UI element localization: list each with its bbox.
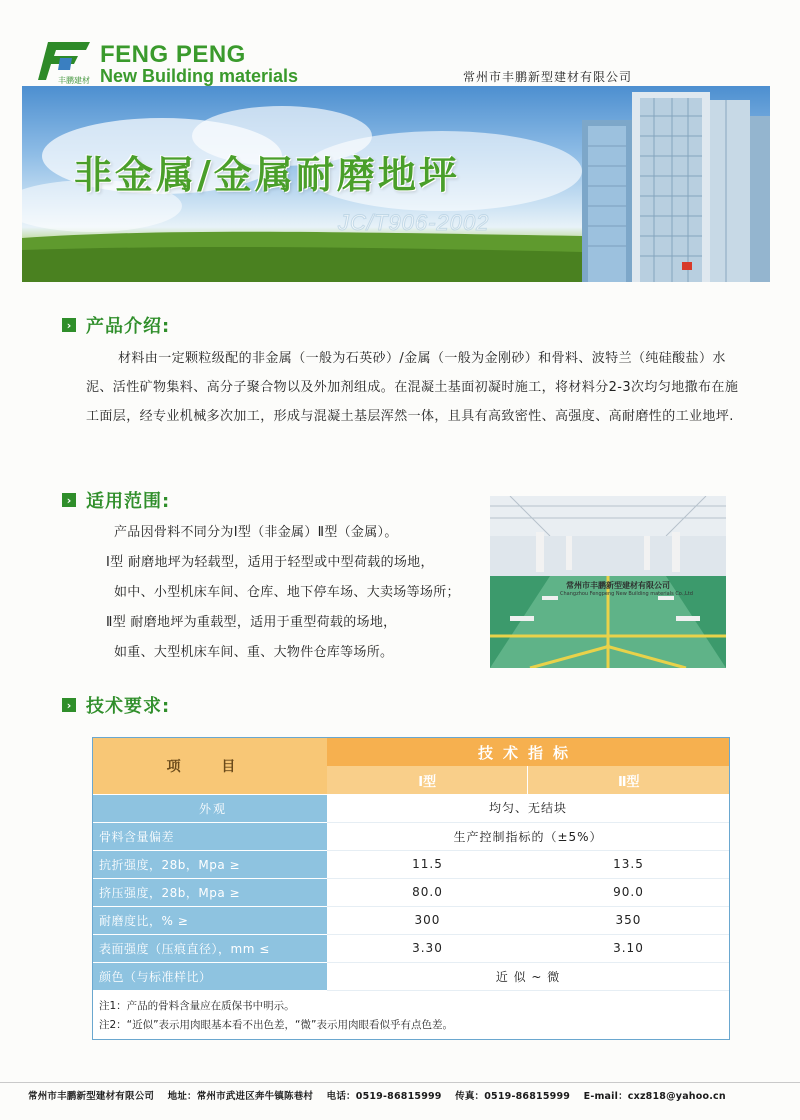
section-tech-heading [62,692,170,718]
row-label: 骨料含量偏差 [93,822,327,850]
row-label: 挤压强度，28b，Mpa ≥ [93,878,327,906]
row-value: 生产控制指标的（±5%） [327,822,729,850]
header-type-2: Ⅱ型 [528,766,729,794]
row-value-type-2: 3.10 [528,934,729,962]
brand-name: FENG PENG [100,41,246,68]
row-label: 耐磨度比，% ≥ [93,906,327,934]
row-label: 抗折强度，28b，Mpa ≥ [93,850,327,878]
scope-line: 产品因骨料不同分为Ⅰ型（非金属）Ⅱ型（金属）。 [114,525,398,540]
hero-banner [22,86,770,282]
row-value-type-1: 3.30 [327,934,528,962]
spec-table [93,738,729,991]
footer-address: 地址：常州市武进区奔牛镇陈巷村 [167,1091,314,1102]
footer-email: E-mail：cxz818@yahoo.cn [583,1091,726,1102]
table-row [93,878,729,906]
row-label: 表面强度（压痕直径），mm ≤ [93,934,327,962]
section-title: 适用范围: [86,491,171,512]
logo-text: 丰鹏建材 [58,76,90,84]
row-label: 外观 [93,794,327,822]
spec-table-container [92,737,730,1040]
section-intro-heading [62,312,170,338]
brand-subtitle: New Building materials [100,66,299,86]
parking-garage-photo [490,496,726,668]
footer-contact [28,1088,788,1102]
section-scope-heading [62,487,170,513]
photo-caption-en: Changzhou Fengpeng New Building materials Co.,Ltd [560,591,693,597]
intro-text: 材料由一定颗粒级配的非金属（一般为石英砂）/金属（一般为金刚砂）和骨料、波特兰（纯硅酸盐）水泥、活性矿物集料、高分子聚合物以及外加剂组成。在混凝土基面初凝时施工，将材料分2-3次均匀地撒布在施工面层，经专业机械多次加工，形成与混凝土基层浑然一体，且具有高致密性、高强度、高耐磨性的工业地坪. [86,351,739,424]
footer-divider [0,1082,800,1083]
table-row [93,850,729,878]
scope-text [106,518,486,668]
row-value: 近 似 ~ 微 [327,962,729,990]
arrow-bullet-icon: › [62,493,76,507]
banner-title: 非金属/金属耐磨地坪 [74,153,460,197]
table-row [93,906,729,934]
scope-line: Ⅰ型 耐磨地坪为轻载型，适用于轻型或中型荷载的场地， [106,555,434,570]
table-row [93,794,729,822]
scope-line: Ⅱ型 耐磨地坪为重载型，适用于重型荷载的场地， [106,615,397,630]
row-label: 颜色（与标准样比） [93,962,327,990]
row-value-type-2: 350 [528,906,729,934]
row-value-type-1: 11.5 [327,850,528,878]
footer-company: 常州市丰鹏新型建材有限公司 [28,1091,155,1102]
scope-line: 如中、小型机床车间、仓库、地下停车场、大卖场等场所； [114,585,460,600]
table-row [93,822,729,850]
section-title: 产品介绍: [86,316,171,337]
company-logo [38,40,92,84]
table-row [93,962,729,990]
scope-line: 如重、大型机床车间、重、大物件仓库等场所。 [114,645,394,660]
arrow-bullet-icon: › [62,698,76,712]
footer-fax: 传真：0519-86815999 [455,1091,571,1102]
row-value-type-2: 90.0 [528,878,729,906]
footer-phone: 电话：0519-86815999 [326,1091,442,1102]
photo-caption: 常州市丰鹏新型建材有限公司 [566,581,670,590]
table-notes [93,991,729,1035]
row-value-type-1: 80.0 [327,878,528,906]
header-item: 项 目 [93,738,327,794]
row-value-type-1: 300 [327,906,528,934]
intro-paragraph [86,344,740,431]
row-value-type-2: 13.5 [528,850,729,878]
table-row [93,934,729,962]
standard-number: JC/T906-2002 [338,210,490,235]
note-line: 注1：产品的骨料含量应在质保书中明示。 [99,999,295,1012]
section-title: 技术要求: [86,696,171,717]
note-line: 注2：“近似”表示用肉眼基本看不出色差，“微”表示用肉眼看似乎有点色差。 [99,1018,453,1031]
header-tech-index: 技术指标 [327,738,729,766]
arrow-bullet-icon: › [62,318,76,332]
header-type-1: Ⅰ型 [327,766,528,794]
row-value: 均匀、无结块 [327,794,729,822]
header-company-name: 常州市丰鹏新型建材有限公司 [462,70,632,84]
